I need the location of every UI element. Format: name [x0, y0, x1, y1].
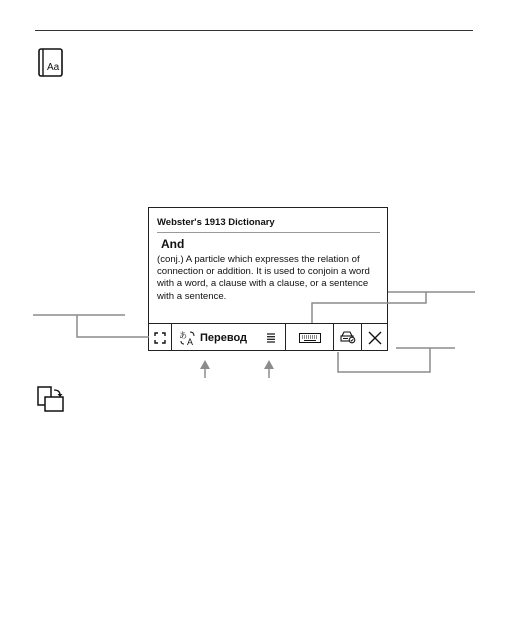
svg-text:あ: あ — [179, 330, 187, 340]
definition-text: (conj.) A particle which expresses the relation of connection or addition. It is used to conjoin a word with a word, a clause with a clause, or a sentence with a sentence. — [157, 254, 370, 302]
translate-label: Перевод — [200, 331, 248, 344]
rotate-page-icon — [37, 386, 65, 414]
svg-text:A: A — [187, 336, 194, 346]
svg-text:Aa: Aa — [47, 62, 60, 73]
dictionary-name: Webster's 1913 Dictionary — [157, 217, 275, 228]
headword: And — [161, 237, 185, 251]
